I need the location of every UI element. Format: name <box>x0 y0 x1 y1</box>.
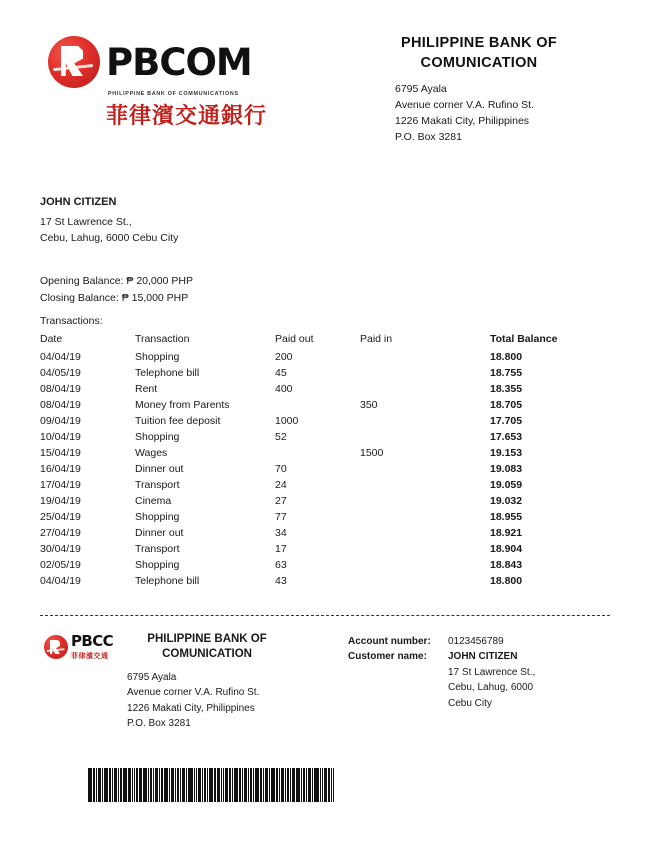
cell-total-balance: 18.800 <box>490 350 523 363</box>
footer-bank-name-line2: COMUNICATION <box>162 648 252 661</box>
barcode-bar <box>303 768 304 802</box>
barcode-bar <box>182 768 185 802</box>
cell-total-balance: 18.355 <box>490 382 523 395</box>
footer-bank-address <box>123 670 291 732</box>
barcode-bar <box>225 768 228 802</box>
barcode-bar <box>301 768 302 802</box>
cell-transaction: Cinema <box>135 494 172 507</box>
cell-paid-out: 52 <box>275 430 287 443</box>
cell-date: 10/04/19 <box>40 430 81 443</box>
barcode-bar <box>244 768 247 802</box>
footer-customer-address-line-3: Cebu City <box>448 697 492 709</box>
barcode-bar <box>171 768 174 802</box>
logo-wordmark: PBCOM <box>106 40 252 84</box>
table-row <box>40 413 605 429</box>
bank-address-line-1: 6795 Ayala <box>395 83 447 96</box>
closing-balance-label: Closing Balance: <box>40 291 119 304</box>
barcode-bar <box>279 768 280 802</box>
barcode-bar <box>202 768 203 802</box>
barcode-bar <box>320 768 321 802</box>
bank-address-line-3: 1226 Makati City, Philippines <box>395 115 530 128</box>
barcode-bar <box>98 768 101 802</box>
barcode-bar <box>136 768 137 802</box>
cell-transaction: Dinner out <box>135 526 184 539</box>
table-row <box>40 541 605 557</box>
barcode-bar <box>276 768 277 802</box>
opening-balance-value: ₱ 20,000 PHP <box>126 274 193 287</box>
cell-paid-in <box>360 349 490 365</box>
barcode-bar <box>93 768 94 802</box>
column-header-transaction: Transaction <box>135 332 190 345</box>
barcode-bar <box>281 768 284 802</box>
barcode-bar <box>204 768 205 802</box>
cell-date: 04/04/19 <box>40 350 81 363</box>
cell-paid-out: 400 <box>275 382 293 395</box>
footer-address-line-1: 6795 Ayala <box>127 671 177 683</box>
column-header-paid-out: Paid out <box>275 332 314 345</box>
cell-transaction: Shopping <box>135 430 180 443</box>
cell-paid-in <box>360 493 490 509</box>
barcode-bar <box>150 768 151 802</box>
barcode-bar <box>333 768 334 802</box>
pbcc-flame-logo-icon <box>44 635 68 659</box>
barcode-bar <box>248 768 249 802</box>
bank-name-line2: COMUNICATION <box>420 54 538 71</box>
footer-customer-address <box>448 665 610 712</box>
footer-customer-address-line-1: 17 St Lawrence St., <box>448 666 536 678</box>
cell-paid-out: 1000 <box>275 414 299 427</box>
cell-total-balance: 18.904 <box>490 542 523 555</box>
barcode-bar <box>296 768 300 802</box>
bank-identity-block <box>348 28 610 146</box>
cell-paid-out: 70 <box>275 462 287 475</box>
cell-total-balance: 18.705 <box>490 398 523 411</box>
barcode-bar <box>109 768 110 802</box>
barcode-bar <box>331 768 332 802</box>
table-row <box>40 429 605 445</box>
table-row <box>40 381 605 397</box>
column-header-total-balance: Total Balance <box>490 332 558 345</box>
bank-name-line1: PHILIPPINE BANK OF <box>400 35 558 51</box>
cell-total-balance: 17.653 <box>490 430 523 443</box>
cell-date: 02/05/19 <box>40 558 81 571</box>
cell-paid-in: 1500 <box>360 446 384 459</box>
logo-chinese-name: 菲律濱交通銀行 <box>106 104 268 129</box>
account-number-value: 0123456789 <box>448 635 504 647</box>
footer-bank-identity <box>123 632 291 732</box>
barcode-bar <box>169 768 170 802</box>
customer-name-row <box>348 649 610 665</box>
barcode-bar <box>96 768 97 802</box>
cell-paid-out: 17 <box>275 542 287 555</box>
table-row <box>40 349 605 365</box>
cell-total-balance: 19.153 <box>490 446 523 459</box>
cell-paid-out <box>275 397 360 413</box>
closing-balance-row <box>40 290 650 307</box>
cell-paid-in <box>360 541 490 557</box>
barcode-bar <box>250 768 251 802</box>
barcode-bar <box>175 768 176 802</box>
barcode-bar <box>128 768 131 802</box>
cell-paid-out: 77 <box>275 510 287 523</box>
barcode-bar <box>161 768 162 802</box>
pbcom-flame-logo-icon <box>48 36 100 88</box>
cell-transaction: Transport <box>135 542 180 555</box>
cell-date: 04/04/19 <box>40 574 81 587</box>
barcode-bar <box>148 768 149 802</box>
barcode-bar <box>112 768 113 802</box>
barcode-bar <box>120 768 121 802</box>
cell-paid-out: 27 <box>275 494 287 507</box>
barcode-bar <box>324 768 327 802</box>
barcode-bar <box>139 768 142 802</box>
table-row <box>40 461 605 477</box>
barcode-bar <box>196 768 197 802</box>
cell-date: 09/04/19 <box>40 414 81 427</box>
bank-address-line-4: P.O. Box 3281 <box>395 130 462 143</box>
cell-date: 19/04/19 <box>40 494 81 507</box>
customer-address-line-2: Cebu, Lahug, 6000 Cebu City <box>40 232 179 245</box>
cell-paid-out: 63 <box>275 558 287 571</box>
logo-subtitle: PHILIPPINE BANK OF COMMUNICATIONS <box>108 91 239 97</box>
barcode-bar <box>234 768 238 802</box>
cell-transaction: Shopping <box>135 350 180 363</box>
opening-balance-label: Opening Balance: <box>40 274 124 287</box>
cell-total-balance: 19.083 <box>490 462 523 475</box>
barcode-bar <box>123 768 127 802</box>
transactions-label: Transactions: <box>40 314 103 327</box>
cell-total-balance: 18.843 <box>490 558 523 571</box>
barcode-bar <box>306 768 307 802</box>
table-row <box>40 573 605 589</box>
barcode-bar <box>198 768 201 802</box>
table-row <box>40 557 605 573</box>
balances-block <box>40 273 650 307</box>
cell-transaction: Transport <box>135 478 180 491</box>
barcode-bar <box>180 768 181 802</box>
cell-paid-out: 45 <box>275 366 287 379</box>
barcode-bar <box>312 768 313 802</box>
footer-address-line-2: Avenue corner V.A. Rufino St. <box>127 687 260 699</box>
cell-paid-in <box>360 365 490 381</box>
opening-balance-row <box>40 273 650 290</box>
column-header-date: Date <box>40 332 63 345</box>
barcode-bar <box>132 768 133 802</box>
cell-paid-out: 24 <box>275 478 287 491</box>
barcode-bar <box>292 768 295 802</box>
cell-paid-in <box>360 525 490 541</box>
table-row <box>40 365 605 381</box>
cell-transaction: Tuition fee deposit <box>135 414 221 427</box>
transactions-table <box>40 332 605 589</box>
table-row <box>40 477 605 493</box>
barcode-bar <box>263 768 264 802</box>
cell-paid-out <box>275 445 360 461</box>
barcode-bar <box>285 768 286 802</box>
barcode-bar <box>159 768 160 802</box>
bank-address <box>381 82 577 146</box>
cell-total-balance: 19.059 <box>490 478 523 491</box>
cell-transaction: Telephone bill <box>135 574 200 587</box>
cell-paid-in <box>360 429 490 445</box>
barcode-bar <box>188 768 192 802</box>
barcode-bar <box>118 768 119 802</box>
barcode-bar <box>164 768 168 802</box>
cell-transaction: Wages <box>135 446 168 459</box>
cell-total-balance: 18.921 <box>490 526 523 539</box>
barcode-bar <box>186 768 187 802</box>
table-row <box>40 509 605 525</box>
barcode-bar <box>221 768 222 802</box>
footer-logo-block <box>44 632 113 661</box>
cell-paid-out: 200 <box>275 350 293 363</box>
barcode-bar <box>229 768 230 802</box>
customer-address-line-1: 17 St Lawrence St., <box>40 215 132 228</box>
barcode-bar <box>209 768 213 802</box>
barcode-bar <box>155 768 158 802</box>
cell-total-balance: 19.032 <box>490 494 523 507</box>
cell-date: 25/04/19 <box>40 510 81 523</box>
barcode-bar <box>314 768 318 802</box>
customer-name: JOHN CITIZEN <box>40 195 117 208</box>
footer-address-line-3: 1226 Makati City, Philippines <box>127 702 255 714</box>
account-number-label: Account number: <box>348 635 431 647</box>
cell-total-balance: 18.800 <box>490 574 523 587</box>
cell-date: 08/04/19 <box>40 398 81 411</box>
barcode-bar <box>265 768 268 802</box>
barcode-bar <box>287 768 288 802</box>
barcode-bar <box>253 768 254 802</box>
cell-paid-out: 34 <box>275 526 287 539</box>
logo-row <box>48 36 348 88</box>
barcode-bar <box>260 768 261 802</box>
barcode-bar <box>232 768 233 802</box>
barcode-bar <box>223 768 224 802</box>
cell-transaction: Dinner out <box>135 462 184 475</box>
document-footer <box>0 616 650 732</box>
table-row <box>40 493 605 509</box>
cell-paid-in <box>360 461 490 477</box>
barcode-bar <box>88 768 92 802</box>
cell-paid-in: 350 <box>360 398 378 411</box>
barcode-bar <box>177 768 178 802</box>
cell-date: 27/04/19 <box>40 526 81 539</box>
footer-customer-address-line-2: Cebu, Lahug, 6000 <box>448 682 534 694</box>
cell-total-balance: 18.955 <box>490 510 523 523</box>
footer-address-line-4: P.O. Box 3281 <box>127 718 191 730</box>
table-row <box>40 397 605 413</box>
cell-total-balance: 17.705 <box>490 414 523 427</box>
bank-logo-block <box>40 28 348 130</box>
cell-paid-in <box>360 573 490 589</box>
cell-transaction: Money from Parents <box>135 398 230 411</box>
barcode-bar <box>290 768 291 802</box>
barcode-bar <box>134 768 135 802</box>
barcode-bar <box>102 768 103 802</box>
cell-paid-in <box>360 477 490 493</box>
table-row <box>40 445 605 461</box>
barcode-bar <box>217 768 220 802</box>
table-row <box>40 525 605 541</box>
footer-bank-block <box>40 632 344 732</box>
transactions-body <box>40 349 605 589</box>
barcode-bar <box>207 768 208 802</box>
cell-total-balance: 18.755 <box>490 366 523 379</box>
barcode-bar <box>194 768 195 802</box>
barcode-bar <box>255 768 259 802</box>
barcode-bar <box>143 768 147 802</box>
barcode <box>88 768 338 802</box>
cell-paid-out: 43 <box>275 574 287 587</box>
bank-address-line-2: Avenue corner V.A. Rufino St. <box>395 99 534 112</box>
barcode-bar <box>214 768 215 802</box>
cell-paid-in <box>360 557 490 573</box>
cell-transaction: Shopping <box>135 510 180 523</box>
barcode-bar <box>322 768 323 802</box>
footer-bank-name-line1: PHILIPPINE BANK OF <box>147 632 267 645</box>
cell-paid-in <box>360 413 490 429</box>
cell-transaction: Telephone bill <box>135 366 200 379</box>
barcode-bar <box>271 768 275 802</box>
cell-transaction: Rent <box>135 382 158 395</box>
barcode-bar <box>328 768 329 802</box>
cell-paid-in <box>360 381 490 397</box>
cell-paid-in <box>360 509 490 525</box>
footer-customer-name-value: JOHN CITIZEN <box>448 651 518 663</box>
closing-balance-value: ₱ 15,000 PHP <box>121 291 189 304</box>
barcode-bar <box>153 768 154 802</box>
barcode-bar <box>308 768 311 802</box>
customer-block <box>40 194 650 247</box>
footer-logo-chinese-name: 菲律濱交通 <box>71 651 109 660</box>
customer-name-label: Customer name: <box>348 651 427 663</box>
cell-transaction: Shopping <box>135 558 180 571</box>
cell-date: 30/04/19 <box>40 542 81 555</box>
footer-logo-wordmark: PBCC <box>71 631 114 650</box>
barcode-bar <box>239 768 240 802</box>
barcode-bar <box>104 768 108 802</box>
cell-date: 17/04/19 <box>40 478 81 491</box>
cell-date: 04/05/19 <box>40 366 81 379</box>
account-number-row <box>348 634 610 650</box>
barcode-bar <box>269 768 270 802</box>
barcode-bar <box>114 768 117 802</box>
footer-account-block <box>344 632 610 732</box>
cell-date: 08/04/19 <box>40 382 81 395</box>
barcode-bar <box>242 768 243 802</box>
column-header-paid-in: Paid in <box>360 332 393 345</box>
table-header-row <box>40 332 605 349</box>
document-header <box>0 0 650 146</box>
cell-date: 15/04/19 <box>40 446 81 459</box>
cell-date: 16/04/19 <box>40 462 81 475</box>
